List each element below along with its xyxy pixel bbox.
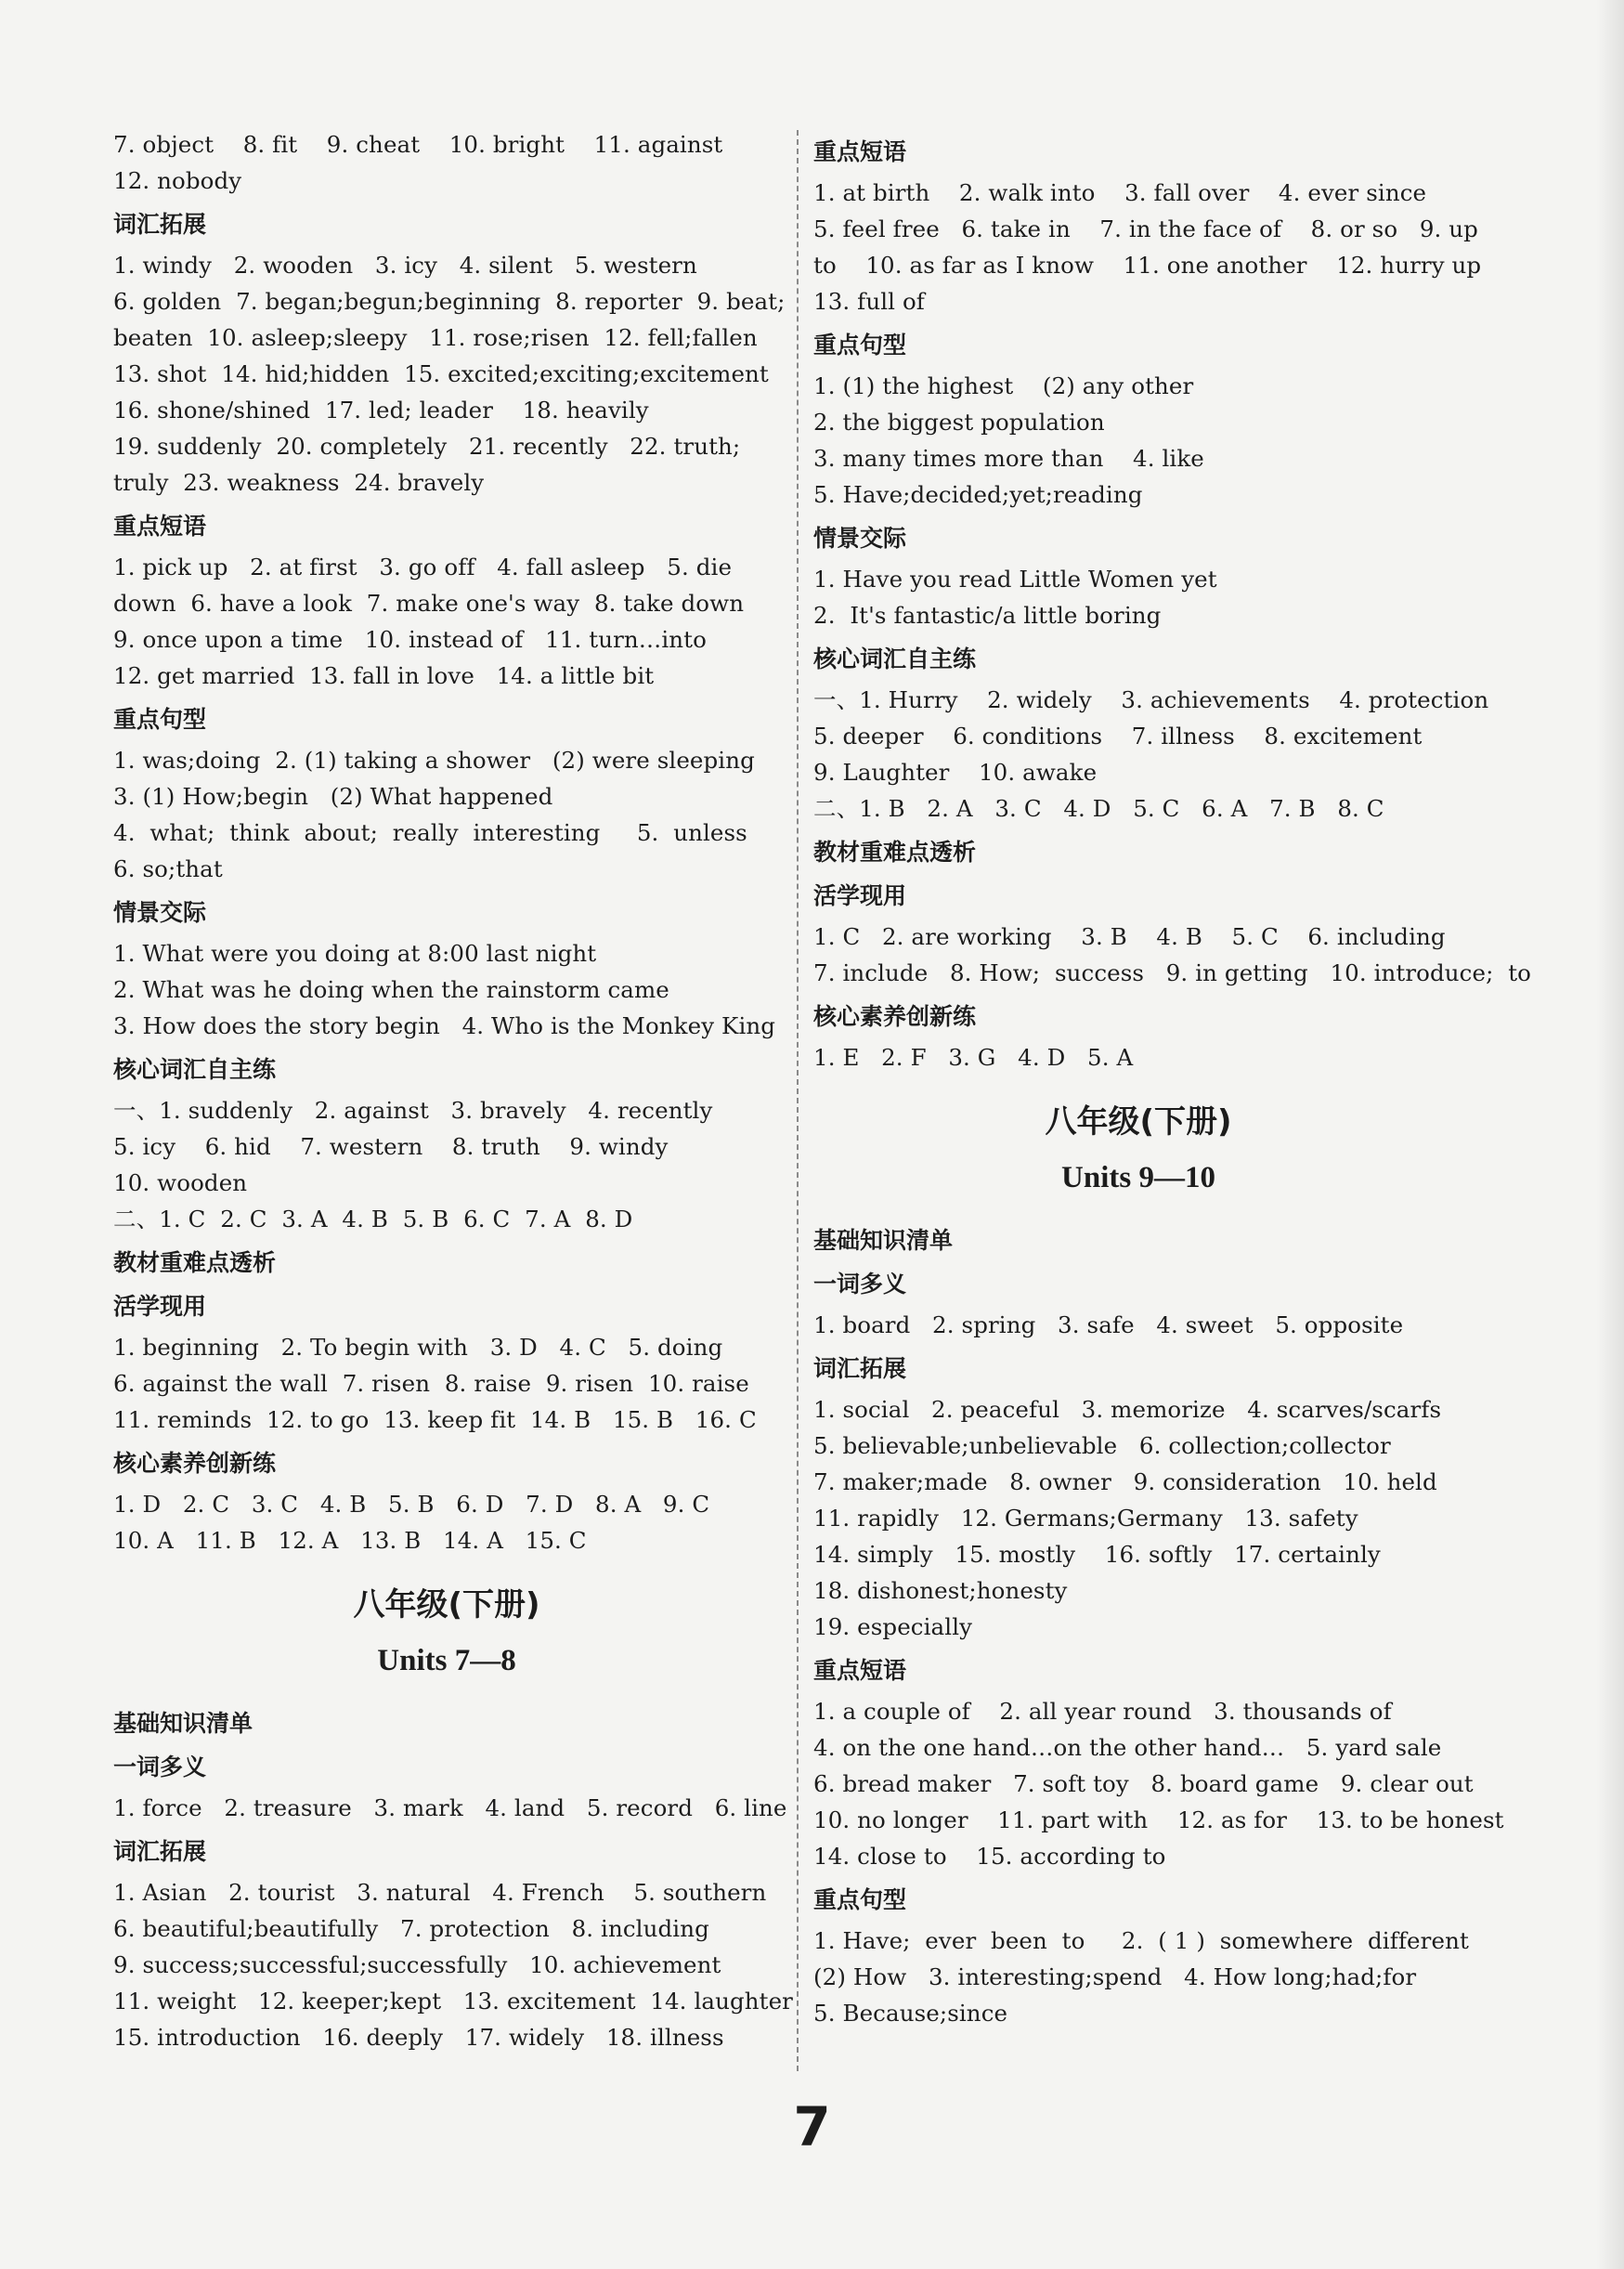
section-heading: 词汇拓展 xyxy=(113,1838,207,1865)
section-heading: 情景交际 xyxy=(813,525,907,552)
answer-line: 2. It's fantastic/a little boring xyxy=(813,602,1162,629)
answer-line: 10. wooden xyxy=(113,1169,248,1196)
answer-line: 1. board 2. spring 3. safe 4. sweet 5. opposite xyxy=(813,1311,1404,1338)
section-heading: 核心素养创新练 xyxy=(113,1450,277,1477)
answer-line: 1. Have; ever been to 2. ( 1 ) somewhere different xyxy=(813,1927,1469,1954)
answer-line: to 10. as far as I know 11. one another 12. hurry up xyxy=(813,252,1482,279)
answer-line: 5. icy 6. hid 7. western 8. truth 9. windy xyxy=(113,1133,669,1160)
answer-line: 10. no longer 11. part with 12. as for 13. to be honest xyxy=(813,1806,1504,1833)
answer-line: 11. rapidly 12. Germans;Germany 13. safety xyxy=(813,1505,1358,1532)
section-heading: 重点短语 xyxy=(813,1657,907,1684)
answer-line: 9. once upon a time 10. instead of 11. turn…into xyxy=(113,626,707,653)
answer-line: 1. at birth 2. walk into 3. fall over 4. ever since xyxy=(813,179,1427,206)
answer-line: 1. (1) the highest (2) any other xyxy=(813,372,1194,399)
answer-line: 7. include 8. How; success 9. in getting 10. introduce; to xyxy=(813,959,1532,986)
right-column xyxy=(813,126,1532,2031)
answer-line: 6. against the wall 7. risen 8. raise 9. risen 10. raise xyxy=(113,1370,749,1397)
answer-line: 6. bread maker 7. soft toy 8. board game 9. clear out xyxy=(813,1770,1474,1797)
answer-line: 1. a couple of 2. all year round 3. thousands of xyxy=(813,1698,1392,1725)
answer-line: truly 23. weakness 24. bravely xyxy=(113,469,485,496)
answer-line: 12. nobody xyxy=(113,167,242,194)
answer-line: 1. What were you doing at 8:00 last night xyxy=(113,940,597,967)
section-heading: 重点句型 xyxy=(813,332,907,359)
answer-line: 1. social 2. peaceful 3. memorize 4. scarves/scarfs xyxy=(813,1396,1442,1423)
section-heading: 重点短语 xyxy=(113,513,207,540)
answer-line: 5. Because;since xyxy=(813,2000,1008,2027)
answer-line: beaten 10. asleep;sleepy 11. rose;risen 12. fell;fallen xyxy=(113,324,758,351)
section-heading: 一词多义 xyxy=(813,1271,907,1298)
answer-line: 13. full of xyxy=(813,288,925,315)
answer-line: 11. reminds 12. to go 13. keep fit 14. B 15. B 16. C xyxy=(113,1406,757,1433)
answer-line: 2. the biggest population xyxy=(813,409,1105,436)
section-heading: 重点短语 xyxy=(813,138,907,165)
left-column xyxy=(113,126,793,2055)
answer-line: 16. shone/shined 17. led; leader 18. heavily xyxy=(113,397,649,424)
section-heading: 词汇拓展 xyxy=(813,1355,907,1382)
answer-line: 2. What was he doing when the rainstorm came xyxy=(113,976,669,1003)
answer-line: 12. get married 13. fall in love 14. a little bit xyxy=(113,662,655,689)
section-heading: 教材重难点透析 xyxy=(813,839,977,866)
section-heading: 教材重难点透析 xyxy=(113,1249,277,1276)
answer-line: 6. golden 7. began;begun;beginning 8. reporter 9. beat; xyxy=(113,288,786,315)
answer-line: 15. introduction 16. deeply 17. widely 18. illness xyxy=(113,2024,724,2051)
column-divider xyxy=(797,130,799,2071)
answer-line: 14. simply 15. mostly 16. softly 17. certainly xyxy=(813,1541,1381,1568)
section-heading: 基础知识清单 xyxy=(113,1710,253,1737)
answer-line: 7. maker;made 8. owner 9. consideration 10. held xyxy=(813,1468,1437,1495)
answer-line: (2) How 3. interesting;spend 4. How long;had;for xyxy=(813,1963,1417,1990)
answer-line: 13. shot 14. hid;hidden 15. excited;exciting;excitement xyxy=(113,360,769,387)
answer-line: 1. beginning 2. To begin with 3. D 4. C 5. doing xyxy=(113,1334,723,1361)
answer-line: 9. success;successful;successfully 10. achievement xyxy=(113,1951,721,1978)
answer-line: 3. many times more than 4. like xyxy=(813,445,1204,472)
answer-line: 1. was;doing 2. (1) taking a shower (2) were sleeping xyxy=(113,747,755,774)
answer-line: 1. D 2. C 3. C 4. B 5. B 6. D 7. D 8. A 9. C xyxy=(113,1491,710,1518)
answer-line: 7. object 8. fit 9. cheat 10. bright 11. against xyxy=(113,131,723,158)
units-title: Units 7—8 xyxy=(377,1644,516,1677)
section-heading: 重点句型 xyxy=(113,706,207,733)
section-heading: 词汇拓展 xyxy=(113,211,207,238)
section-heading: 核心词汇自主练 xyxy=(113,1056,277,1083)
section-heading: 核心素养创新练 xyxy=(813,1003,977,1030)
grade-title: 八年级(下册) xyxy=(353,1586,540,1624)
answer-line: 3. (1) How;begin (2) What happened xyxy=(113,783,553,810)
section-heading: 一词多义 xyxy=(113,1754,207,1780)
answer-line: down 6. have a look 7. make one's way 8. take down xyxy=(113,590,745,617)
page-edge-shadow xyxy=(1596,0,1624,2269)
section-heading: 情景交际 xyxy=(113,899,207,926)
answer-line: 1. Have you read Little Women yet xyxy=(813,566,1217,593)
units-title: Units 9—10 xyxy=(1061,1161,1215,1194)
section-heading: 基础知识清单 xyxy=(813,1227,954,1254)
answer-line: 9. Laughter 10. awake xyxy=(813,759,1098,786)
section-heading: 活学现用 xyxy=(813,882,907,909)
answer-line: 14. close to 15. according to xyxy=(813,1843,1166,1870)
page-number: 7 xyxy=(793,2095,831,2158)
answer-line: 5. believable;unbelievable 6. collection;collector xyxy=(813,1432,1391,1459)
answer-line: 1. pick up 2. at first 3. go off 4. fall asleep 5. die xyxy=(113,554,733,580)
answer-line: 二、1. C 2. C 3. A 4. B 5. B 6. C 7. A 8. D xyxy=(113,1206,633,1232)
section-heading: 核心词汇自主练 xyxy=(813,645,977,672)
answer-line: 1. C 2. are working 3. B 4. B 5. C 6. including xyxy=(813,923,1446,950)
answer-line: 一、1. suddenly 2. against 3. bravely 4. recently xyxy=(113,1097,713,1124)
answer-line: 1. windy 2. wooden 3. icy 4. silent 5. western xyxy=(113,252,697,279)
answer-line: 1. Asian 2. tourist 3. natural 4. French 5. southern xyxy=(113,1879,767,1906)
section-heading: 活学现用 xyxy=(113,1293,207,1320)
answer-line: 5. feel free 6. take in 7. in the face of 8. or so 9. up xyxy=(813,215,1478,242)
answer-line: 11. weight 12. keeper;kept 13. excitement 14. laughter xyxy=(113,1988,793,2015)
answer-line: 1. force 2. treasure 3. mark 4. land 5. record 6. line xyxy=(113,1794,787,1821)
answer-line: 一、1. Hurry 2. widely 3. achievements 4. protection xyxy=(813,686,1489,713)
answer-line: 18. dishonest;honesty xyxy=(813,1577,1068,1604)
answer-line: 3. How does the story begin 4. Who is the Monkey King xyxy=(113,1012,776,1039)
answer-line: 6. beautiful;beautifully 7. protection 8. including xyxy=(113,1915,709,1942)
answer-line: 1. E 2. F 3. G 4. D 5. A xyxy=(813,1044,1134,1071)
answer-line: 19. suddenly 20. completely 21. recently 22. truth; xyxy=(113,433,741,460)
answer-line: 二、1. B 2. A 3. C 4. D 5. C 6. A 7. B 8. C xyxy=(813,795,1384,822)
answer-line: 19. especially xyxy=(813,1613,973,1640)
answer-line: 5. deeper 6. conditions 7. illness 8. excitement xyxy=(813,723,1423,750)
answer-line: 4. on the one hand…on the other hand… 5. yard sale xyxy=(813,1734,1442,1761)
grade-title: 八年级(下册) xyxy=(1045,1103,1232,1141)
answer-line: 10. A 11. B 12. A 13. B 14. A 15. C xyxy=(113,1527,587,1554)
section-heading: 重点句型 xyxy=(813,1886,907,1913)
answer-line: 6. so;that xyxy=(113,855,223,882)
answer-line: 5. Have;decided;yet;reading xyxy=(813,481,1143,508)
answer-line: 4. what; think about; really interesting 5. unless xyxy=(113,819,747,846)
